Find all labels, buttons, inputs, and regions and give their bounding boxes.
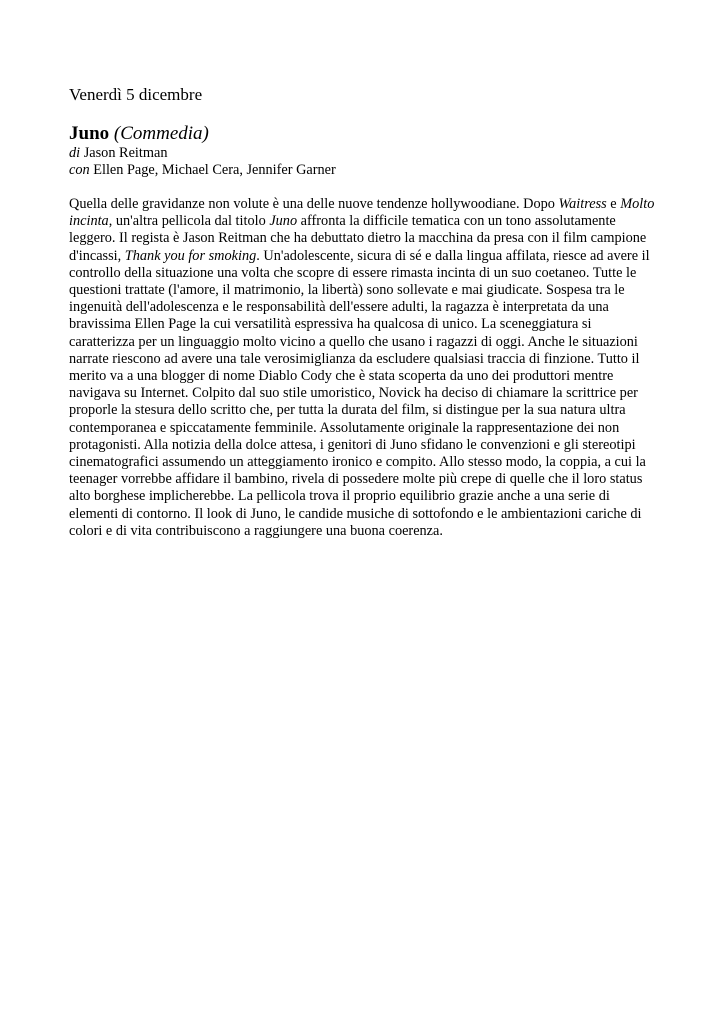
director-prefix: di (69, 145, 81, 161)
review-text-1: Quella delle gravidanze non volute è una delle nuove tendenze hollywoodiane. Dopo (69, 196, 559, 212)
film-title (69, 123, 659, 145)
review-paragraph (69, 196, 659, 540)
film-name: Juno (69, 123, 110, 144)
film-header (69, 123, 659, 179)
review-italic-juno: Juno (269, 213, 298, 230)
film-genre: (Commedia) (113, 123, 209, 144)
review-text-3: , un'altra pellicola dal titolo (108, 213, 270, 230)
review-italic-thank-you: Thank you for smoking (124, 247, 257, 264)
director-line (69, 145, 659, 162)
review-text-4: affronta la difficile tematica con un tono assolutamente leggero. Il regista è Jason Reitman che ha debuttato dietro la macchina da presa con il film campione d'incassi, (69, 213, 647, 264)
review-text-2: e (606, 196, 621, 212)
review-italic-waitress: Waitress (558, 196, 607, 212)
director-name: Jason Reitman (83, 145, 168, 161)
cast-prefix: con (69, 162, 90, 178)
document-page (69, 84, 659, 554)
review-text-5: . Un'adolescente, sicura di sé e dalla lingua affilata, riesce ad avere il controllo della situazione una volta che scopre di essere rimasta incinta di un suo coetaneo. Tutte le questioni trattate (l'amore, il matrimonio, la libertà) sono sollevate e mai giudicate. Sospesa tra le ingenuità dell'adolescenza e le responsabilità dell'essere adulti, la ragazza è interpretata da una bravissima Ellen Page la cui versatilità espressiva ha qualcosa di unico. La sceneggiatura si caratterizza per un linguaggio molto vicino a quello che usano i ragazzi di oggi. Anche le situazioni narrate riescono ad avere una tale verosimiglianza da escludere qualsiasi traccia di finzione. Tutto il merito va a una blogger di nome Diablo Cody che è stata scoperta da uno dei produttori mentre navigava su Internet. Colpito dal suo stile umoristico, Novick ha deciso di chiamare la scrittrice per proporle la stesura dello scritto che, per tutta la durata del film, si distingue per la sua natura ultra contemporanea e spiccatamente femminile. Assolutamente originale la rappresentazione dei non protagonisti. Alla notizia della dolce attesa, i genitori di Juno sfidano le convenzioni e gli stereotipi cinematografici assumendo un atteggiamento ironico e compito. Allo stesso modo, la coppia, a cui la teenager vorrebbe affidare il bambino, rivela di possedere molte più crepe di quelle che il loro status alto borghese implicherebbe. La pellicola trova il proprio equilibrio grazie anche a una serie di elementi di contorno. Il look di Juno, le candide musiche di sottofondo e le ambientazioni cariche di colori e di vita contribuiscono a raggiungere una buona coerenza. (69, 247, 650, 539)
cast-names: Ellen Page, Michael Cera, Jennifer Garner (93, 162, 336, 178)
cast-line (69, 162, 659, 179)
date-heading: Venerdì 5 dicembre (69, 85, 203, 104)
review-italic-molto-incinta: Molto incinta (69, 196, 655, 230)
